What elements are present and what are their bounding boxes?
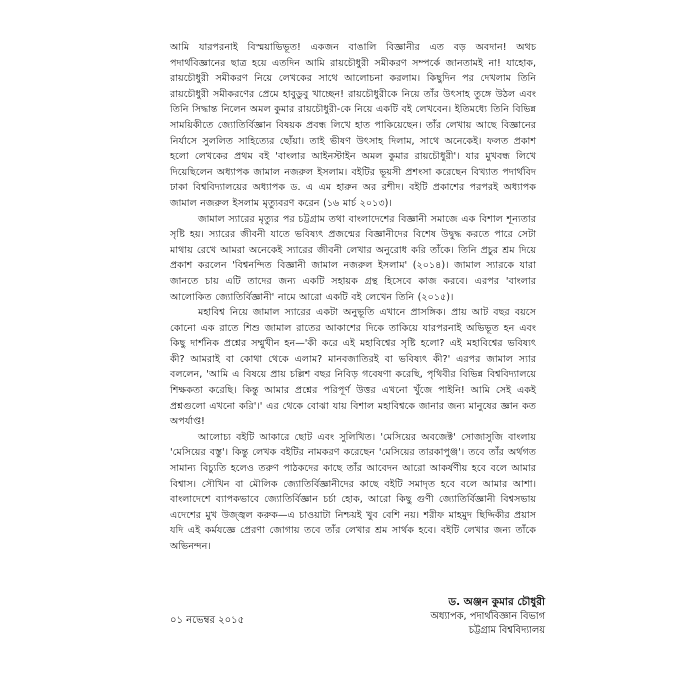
signatory-designation: অধ্যাপক, পদার্থবিজ্ঞান বিভাগ — [430, 610, 545, 622]
signatory-institution: চট্টগ্রাম বিশ্ববিদ্যালয় — [468, 625, 545, 636]
paragraph-3: মহাবিশ্ব নিয়ে জামাল স্যারের একটা অনুভূতি এখানে প্রাসঙ্গিক। প্রায় আট বছর বয়সে কোনো এক রাতে শিশু জামাল রাতের আকাশের দিকে তাকিয়ে যারপরনাই অভিভূত হন এবং কিছু দার্শনিক প্রশ্নের সম্মুখীন হন—'কী করে এই মহাবিশ্বের সৃষ্টি হলো? এই মহাবিশ্বের ভবিষ্যৎ কী? আমরাই বা কোথা থেকে এলাম? মানবজাতিরই বা ভবিষ্যৎ কী?' এরপর জামাল স্যার বললেন, 'আমি এ বিষয়ে প্রায় চল্লিশ বছর নিবিড় গবেষণা করেছি, পৃথিবীর বিভিন্ন বিশ্ববিদ্যালয়ে শিক্ষকতা করেছি। কিন্তু আমার প্রশ্নের পরিপূর্ণ উত্তর এখনো খুঁজে পাইনি! আমি সেই একই প্রশ্নগুলো এখনো করি'।' এর থেকে বোঝা যায় বিশাল মহাবিশ্বকে জানার জন্য মানুষের জ্ঞান কত অপর্যাপ্ত! — [170, 307, 536, 428]
signatory-name: ড. অঞ্জন কুমার চৌধুরী — [448, 596, 545, 608]
signature-block — [425, 595, 545, 639]
paragraph-1: আমি যারপরনাই বিস্ময়াভিভূত! একজন বাঙালি বিজ্ঞানীর এত বড় অবদান! অথচ পদার্থবিজ্ঞানের ছাত্র হয়ে এতদিন আমি রায়চৌধুরী সমীকরণ সম্পর্কে জানতামই না! যাহোক, রায়চৌধুরী সমীকরণ নিয়ে লেখকের সাথে আলোচনা করলাম। কিছুদিন পর দেখলাম তিনি রায়চৌধুরী সমীকরণের প্রেমে হাবুডুবু খাচ্ছেন! রায়চৌধুরীকে নিয়ে তাঁর উৎসাহ তুঙ্গে উঠল এবং তিনি সিদ্ধান্ত নিলেন অমল কুমার রায়চৌধুরী-কে নিয়ে একটি বই লেখবেন। ইতিমধ্যে তিনি বিভিন্ন সাময়িকীতে জ্যোতির্বিজ্ঞান বিষয়ক প্রবন্ধ লিখে হাত পাকিয়েছেন। তাঁর লেখায় আছে বিজ্ঞানের নির্যাসে সুললিত সাহিত্যের ছোঁয়া। তাই ভীষণ উৎসাহ দিলাম, সাথে অনেকেই। ফলত প্রকাশ হলো লেখকের প্রথম বই 'বাংলার আইনস্টাইন অমল কুমার রায়চৌধুরী'। যার মুখবন্ধ লিখে দিয়েছিলেন অধ্যাপক জামাল নজরুল ইসলাম। বইটির ভূয়সী প্রশংসা করেছেন বিখ্যাত পদার্থবিদ ঢাকা বিশ্ববিদ্যালয়ের অধ্যাপক ড. এ এম হারুন অর রশীদ। বইটি প্রকাশের পরপরই অধ্যাপক জামাল নজরুল ইসলাম মৃত্যুবরণ করেন (১৬ মার্চ ২০১৩)। — [170, 42, 536, 209]
date-line: ০১ নভেম্বর ২০১৫ — [170, 615, 245, 626]
paragraph-2: জামাল স্যারের মৃত্যুর পর চট্টগ্রাম তথা বাংলাদেশের বিজ্ঞানী সমাজে এক বিশাল শূন্যতার সৃষ্টি হয়। স্যারের জীবনী যাতে ভবিষ্যৎ প্রজন্মের বিজ্ঞানীদের বিশেষ উদ্বুদ্ধ করতে পারে সেটা মাথায় রেখে আমরা অনেকেই স্যারের জীবনী লেখার অনুরোধ করি তাঁকে। তিনি প্রচুর শ্রম দিয়ে প্রকাশ করলেন 'বিশ্বনন্দিত বিজ্ঞানী জামাল নজরুল ইসলাম' (২০১৪)। জামাল স্যারকে যারা জানতে চায় এটি তাদের জন্য একটি সহায়ক গ্রন্থ হিসেবে কাজ করবে। এরপর 'বাংলার আলোকিত জ্যোতির্বিজ্ঞানী' নামে আরো একটি বই লেখেন তিনি (২০১৫)। — [170, 213, 536, 303]
body-text — [170, 40, 536, 555]
paragraph-4: আলোচ্য বইটি আকারে ছোট এবং সুলিখিত। 'মেসিয়ের অবজেক্ট' সোজাসুজি বাংলায় 'মেসিয়ের বস্তু'। কিন্তু লেখক বইটির নামকরণ করেছেন 'মেসিয়ের তারকাপুঞ্জ'। তবে তাঁর অর্থগত সামান্য বিচ্যুতি হলেও তরুণ পাঠকদের কাছে তাঁর আবেদন আরো আকর্ষণীয় হবে বলে আমার বিশ্বাস। সৌখিন বা মৌলিক জ্যোতির্বিজ্ঞানীদের কাছে বইটি সমাদৃত হবে বলে আমার আশা। বাংলাদেশে ব্যাপকভাবে জ্যোতির্বিজ্ঞান চর্চা হোক, আরো কিছু গুণী জ্যোতির্বিজ্ঞানী বিশ্বসভায় এদেশের মুখ উজ্জ্বল করুক—এ চাওয়াটা নিশ্চয়ই খুব বেশি নয়। শরীফ মাহমুদ ছিদ্দিকীর প্রয়াস যদি এই কর্মযজ্ঞে প্রেরণা জোগায় তবে তাঁর লেখার শ্রম সার্থক হবে। বইটি লেখার জন্য তাঁকে অভিনন্দন। — [170, 431, 536, 552]
